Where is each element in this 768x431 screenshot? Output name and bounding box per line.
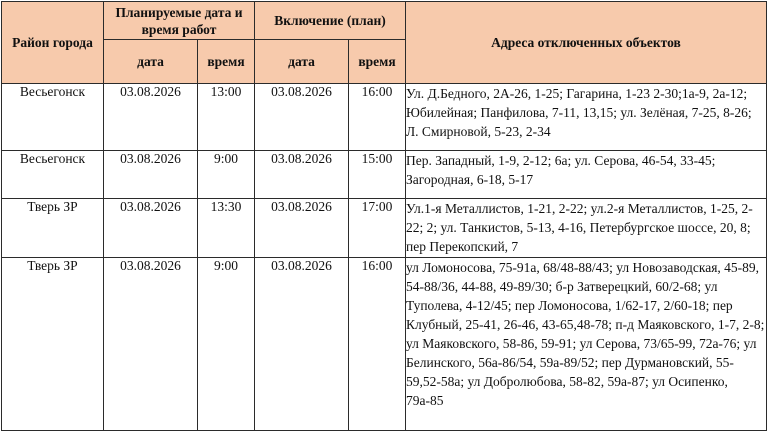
on-date-cell: 03.08.2026 — [255, 258, 349, 431]
header-row — [2, 2, 767, 40]
addresses-cell: ул Ломоносова, 75-91а, 68/48-88/43; ул Новозаводская, 45-89, 54-88/36, 44-88, 49-89/30; б-р Затверецкий, 60/2-68; ул Туполева, 4-12/45; пер Ломоносова, 1/62-17, 2/60-18; пер Клубный, 25-41, 26-46, 43-65,48-78; п-д Маяковского, 1-7, 2-8; ул Маяковского, 58-86, 59-91; ул Серова, 73/65-99, 72а-76; ул Белинского, 56а-86/54, 59а-89/52; пер Дурмановский, 55-59,52-58а; ул Добролюбова, 58-82, 59а-87; ул Осипенко, 79а-85 — [406, 258, 767, 431]
district-header: Район города — [2, 2, 104, 84]
work-date-cell: 03.08.2026 — [104, 150, 198, 198]
on-date-cell: 03.08.2026 — [255, 84, 349, 150]
work-date-cell: 03.08.2026 — [104, 258, 198, 431]
district-cell: Весьегонск — [2, 84, 104, 150]
addresses-cell: Ул. Д.Бедного, 2А-26, 1-25; Гагарина, 1-23 2-30;1а-9, 2а-12; Юбилейная; Панфилова, 7-11, 13,15; ул. Зелёная, 7-25, 8-26; Л. Смирновой, 5-23, 2-34 — [406, 84, 767, 150]
district-cell: Тверь ЗР — [2, 198, 104, 257]
table-row — [2, 258, 767, 431]
on-time-cell: 15:00 — [349, 150, 406, 198]
work-time-cell: 9:00 — [198, 258, 255, 431]
work-time-header: время — [198, 40, 255, 84]
addresses-cell: Ул.1-я Металлистов, 1-21, 2-22; ул.2-я Металлистов, 1-25, 2-22; 2; ул. Танкистов, 5-13, 4-16, Петербургское шоссе, 20, 8; пер Перекопский, 7 — [406, 198, 767, 257]
on-time-cell: 16:00 — [349, 258, 406, 431]
addresses-cell: Пер. Западный, 1-9, 2-12; 6а; ул. Серова, 46-54, 33-45; Загородная, 6-18, 5-17 — [406, 150, 767, 198]
on-time-cell: 16:00 — [349, 84, 406, 150]
on-date-header: дата — [255, 40, 349, 84]
addresses-header: Адреса отключенных объектов — [406, 2, 767, 84]
planned-work-header: Планируемые дата и время работ — [104, 2, 255, 40]
work-date-cell: 03.08.2026 — [104, 84, 198, 150]
work-date-cell: 03.08.2026 — [104, 198, 198, 257]
work-time-cell: 13:30 — [198, 198, 255, 257]
work-time-cell: 9:00 — [198, 150, 255, 198]
on-date-cell: 03.08.2026 — [255, 150, 349, 198]
work-date-header: дата — [104, 40, 198, 84]
work-time-cell: 13:00 — [198, 84, 255, 150]
switch-on-header: Включение (план) — [255, 2, 406, 40]
table-row — [2, 198, 767, 257]
table-row — [2, 84, 767, 150]
outage-schedule-table — [1, 1, 767, 431]
on-time-header: время — [349, 40, 406, 84]
on-time-cell: 17:00 — [349, 198, 406, 257]
table-row — [2, 150, 767, 198]
district-cell: Тверь ЗР — [2, 258, 104, 431]
district-cell: Весьегонск — [2, 150, 104, 198]
on-date-cell: 03.08.2026 — [255, 198, 349, 257]
